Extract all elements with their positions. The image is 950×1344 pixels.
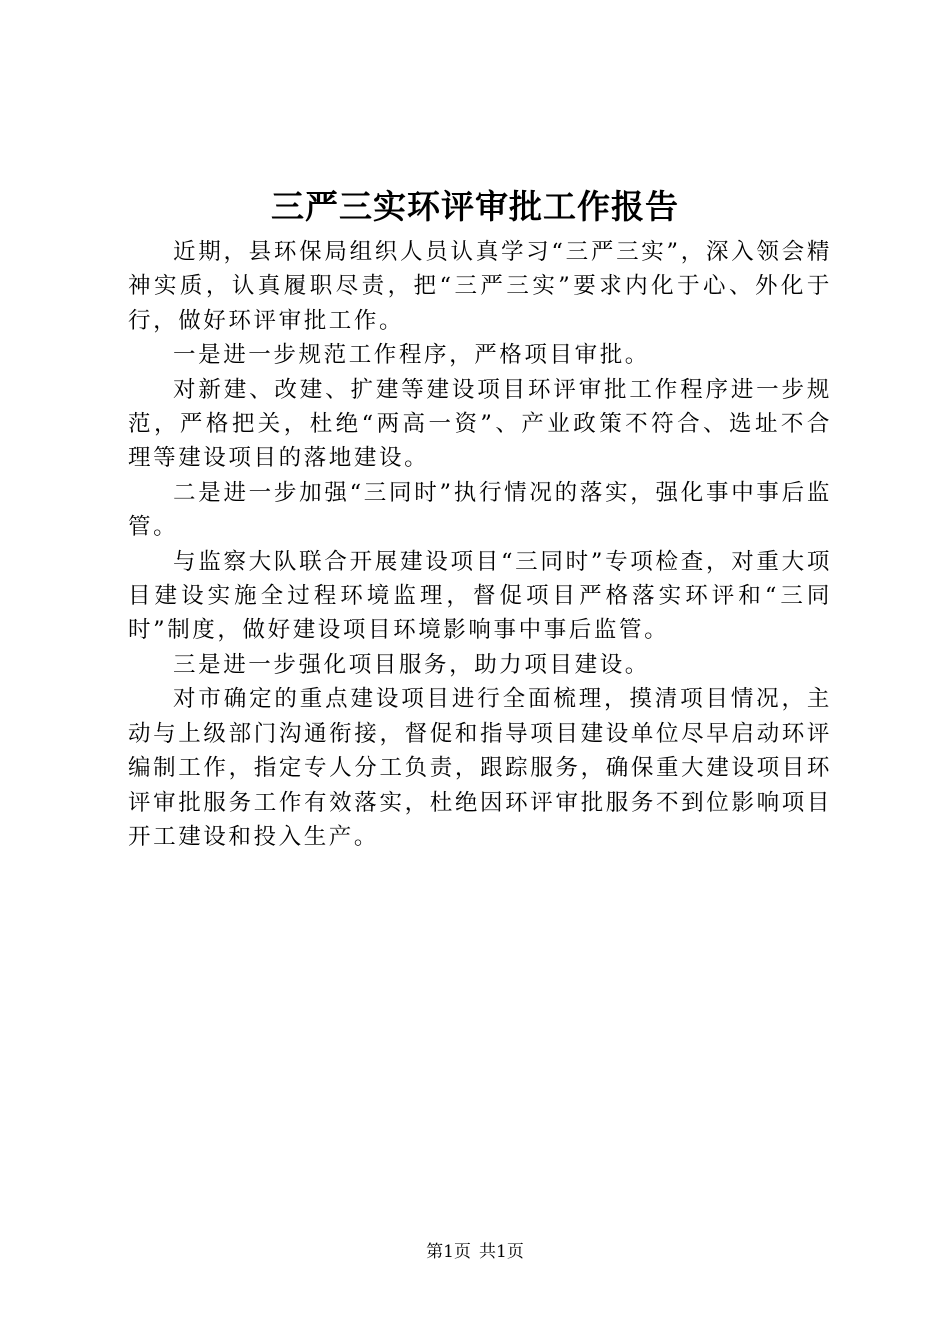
- paragraph-heading-3: 三是进一步强化项目服务，助力项目建设。: [173, 651, 650, 678]
- document-title: 三严三实环评审批工作报告: [271, 187, 679, 226]
- paragraph-heading-1: 一是进一步规范工作程序，严格项目审批。: [173, 342, 650, 369]
- paragraph-body-3: 对市确定的重点建设项目进行全面梳理，摸清项目情况，主动与上级部门沟通衔接，督促和指导项目建设单位尽早启动环评编制工作，指定专人分工负责，跟踪服务，确保重大建设项目环评审批服务工作有效落实，杜绝因环评审批服务不到位影响项目开工建设和投入生产。: [128, 686, 832, 850]
- paragraph-body-1: 对新建、改建、扩建等建设项目环评审批工作程序进一步规范，严格把关，杜绝“两高一资”、产业政策不符合、选址不合理等建设项目的落地建设。: [128, 376, 832, 472]
- paragraph-body-2: 与监察大队联合开展建设项目“三同时”专项检查，对重大项目建设实施全过程环境监理，督促项目严格落实环评和“三同时”制度，做好建设项目环境影响事中事后监管。: [128, 548, 832, 644]
- page-footer: [0, 1240, 950, 1264]
- page-number: 第1页: [426, 1242, 471, 1262]
- page-total: 共1页: [479, 1242, 524, 1262]
- paragraph-intro: 近期，县环保局组织人员认真学习“三严三实”，深入领会精神实质，认真履职尽责，把“三严三实”要求内化于心、外化于行，做好环评审批工作。: [128, 239, 832, 334]
- document-body: [128, 235, 832, 854]
- paragraph-heading-2: 二是进一步加强“三同时”执行情况的落实，强化事中事后监管。: [128, 479, 832, 541]
